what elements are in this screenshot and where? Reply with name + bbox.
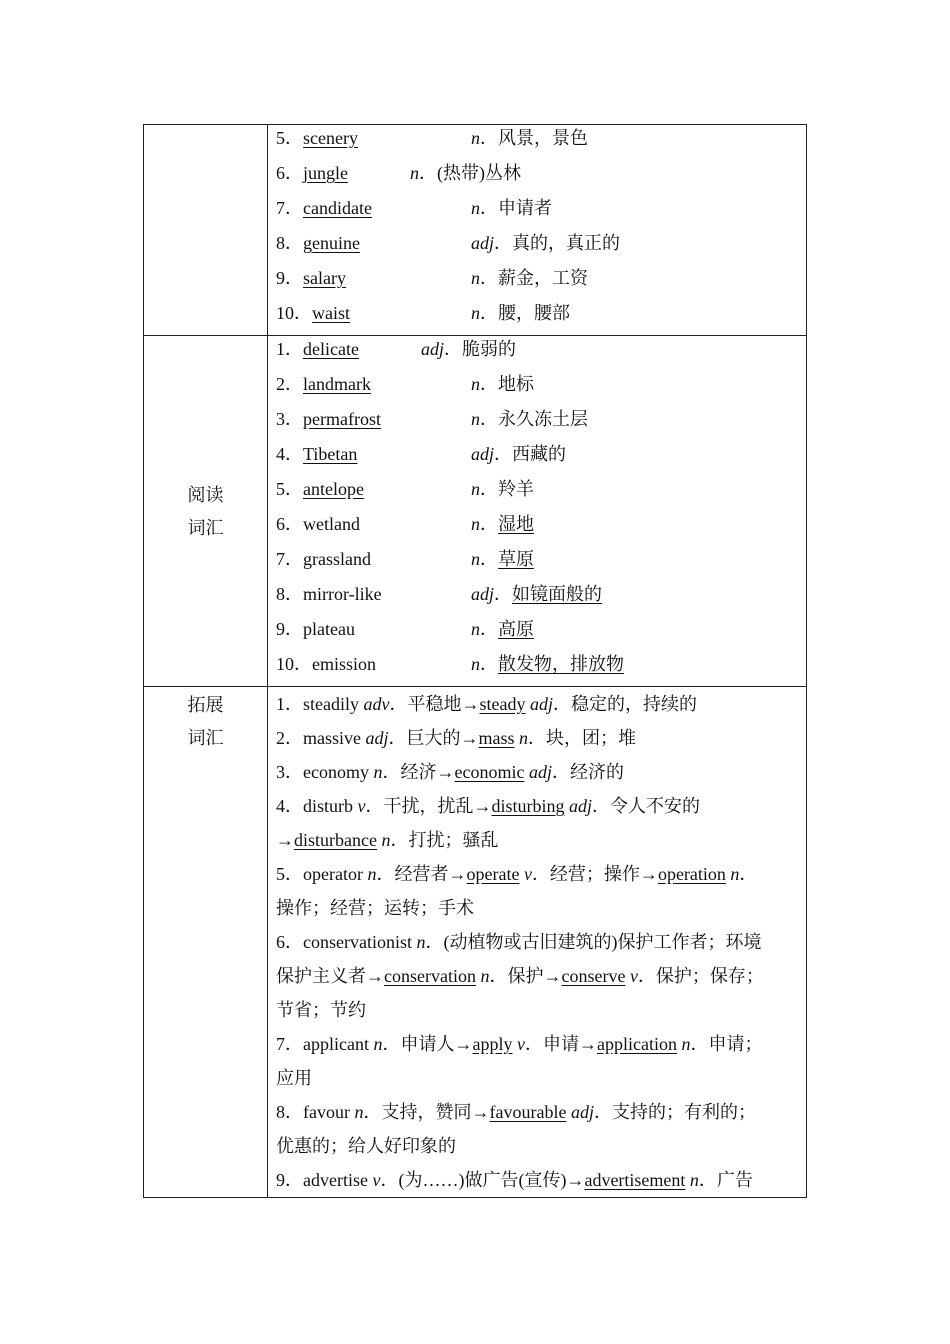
part-of-speech: n	[471, 409, 480, 429]
item-number: 10．	[276, 303, 312, 323]
extension-item-continued: →disturbance n．打扰；骚乱	[276, 830, 499, 850]
part-of-speech: n	[471, 654, 480, 674]
extension-item: 3．economy n．经济→economic adj．经济的	[276, 762, 624, 782]
part-of-speech: adj	[421, 339, 445, 359]
extension-item-continued: 节省；节约	[276, 1000, 366, 1020]
part-of-speech: n	[410, 163, 419, 183]
extension-item-continued: 操作；经营；运转；手术	[276, 898, 474, 918]
category-cell-reading	[144, 336, 268, 687]
extension-item: 7．applicant n．申请人→apply v．申请→application n．申请；	[276, 1034, 763, 1054]
part-of-speech: n	[471, 549, 480, 569]
item-definition: (热带)丛林	[437, 163, 521, 183]
item-number: 7．	[276, 549, 303, 569]
word-list-cell	[268, 125, 807, 336]
list-item: 2．landmark n．地标	[276, 374, 534, 394]
item-number: 6．	[276, 514, 303, 534]
list-item: 4．Tibetan adj．西藏的	[276, 444, 567, 464]
list-item: 9．salary n．薪金，工资	[276, 268, 588, 288]
list-item: 6．wetland n．湿地	[276, 514, 534, 534]
part-of-speech: n	[471, 198, 480, 218]
extension-item-continued: 优惠的；给人好印象的	[276, 1136, 456, 1156]
item-number: 5．	[276, 128, 303, 148]
list-item: 5．antelope n．羚羊	[276, 479, 534, 499]
part-of-speech: n	[471, 303, 480, 323]
item-word: salary	[303, 268, 346, 288]
item-number: 8．	[276, 584, 303, 604]
item-word: Tibetan	[303, 444, 358, 464]
item-definition: 西藏的	[512, 444, 567, 464]
category-cell-empty	[144, 125, 268, 336]
item-definition: 高原	[498, 619, 534, 639]
extension-item: 8．favour n．支持，赞同→favourable adj．支持的；有利的；	[276, 1102, 756, 1122]
list-item: 6．jungle n．(热带)丛林	[276, 163, 521, 183]
item-definition: 羚羊	[498, 479, 534, 499]
item-definition: 腰，腰部	[498, 303, 570, 323]
extension-item: 1．steadily adv．平稳地→steady adj．稳定的，持续的	[276, 694, 697, 714]
list-item: 1．delicate adj．脆弱的	[276, 339, 517, 359]
vocabulary-table	[143, 124, 807, 1198]
list-item: 7．candidate n．申请者	[276, 198, 552, 218]
item-number: 2．	[276, 374, 303, 394]
item-definition: 散发物，排放物	[498, 654, 624, 674]
category-label: 词汇	[187, 518, 224, 538]
item-word: genuine	[303, 233, 360, 253]
part-of-speech: n	[471, 128, 480, 148]
item-definition: 永久冻土层	[498, 409, 588, 429]
item-definition: 地标	[498, 374, 534, 394]
part-of-speech: n	[471, 268, 480, 288]
extension-cell	[268, 687, 807, 1198]
category-label: 阅读	[187, 485, 224, 505]
part-of-speech: n	[471, 619, 480, 639]
item-number: 8．	[276, 233, 303, 253]
item-definition: 如镜面般的	[512, 584, 603, 604]
part-of-speech: adj	[471, 584, 495, 604]
list-item: 3．permafrost n．永久冻土层	[276, 409, 588, 429]
item-number: 10．	[276, 654, 312, 674]
item-number: 4．	[276, 444, 303, 464]
list-item: 8．genuine adj．真的，真正的	[276, 233, 621, 253]
item-word: mirror-like	[303, 584, 382, 604]
list-item: 9．plateau n．高原	[276, 619, 534, 639]
table-row	[144, 125, 807, 336]
category-cell-extended	[144, 687, 268, 1198]
extension-item: 4．disturb v．干扰，扰乱→disturbing adj．令人不安的	[276, 796, 701, 816]
item-number: 1．	[276, 339, 303, 359]
word-list-cell	[268, 336, 807, 687]
item-word: plateau	[303, 619, 355, 639]
item-word: candidate	[303, 198, 372, 218]
extension-item-continued: 保护主义者→conservation n．保护→conserve v．保护；保存；	[276, 966, 764, 986]
extension-item: 2．massive adj．巨大的→mass n．块，团；堆	[276, 728, 637, 748]
item-definition: 湿地	[498, 514, 534, 534]
item-word: permafrost	[303, 409, 381, 429]
item-word: grassland	[303, 549, 371, 569]
item-definition: 风景，景色	[498, 128, 588, 148]
list-item: 10．waist n．腰，腰部	[276, 303, 570, 323]
part-of-speech: n	[471, 514, 480, 534]
part-of-speech: n	[471, 479, 480, 499]
extension-item: 9．advertise v．(为……)做广告(宣传)→advertisement n．广告	[276, 1170, 753, 1190]
item-word: emission	[312, 654, 377, 674]
item-word: landmark	[303, 374, 371, 394]
category-label: 拓展	[187, 695, 224, 715]
item-word: antelope	[303, 479, 364, 499]
item-definition: 真的，真正的	[512, 233, 621, 253]
category-label: 词汇	[187, 728, 224, 748]
table-row	[144, 336, 807, 687]
item-definition: 薪金，工资	[498, 268, 588, 288]
item-number: 7．	[276, 198, 303, 218]
extension-item: 6．conservationist n．(动植物或古旧建筑的)保护工作者；环境	[276, 932, 762, 952]
extension-item-continued: 应用	[276, 1068, 312, 1088]
list-item: 8．mirror-like adj．如镜面般的	[276, 584, 603, 604]
item-word: jungle	[303, 163, 348, 183]
item-number: 9．	[276, 619, 303, 639]
part-of-speech: adj	[471, 233, 495, 253]
item-word: waist	[312, 303, 350, 323]
item-word: delicate	[303, 339, 359, 359]
part-of-speech: n	[471, 374, 480, 394]
list-item: 5．scenery n．风景，景色	[276, 128, 588, 148]
item-number: 5．	[276, 479, 303, 499]
extension-item: 5．operator n．经营者→operate v．经营；操作→operation n．	[276, 864, 758, 884]
item-word: wetland	[303, 514, 360, 534]
table-row	[144, 687, 807, 1198]
item-number: 9．	[276, 268, 303, 288]
item-definition: 申请者	[498, 198, 552, 218]
list-item: 10．emission n．散发物，排放物	[276, 654, 624, 674]
list-item: 7．grassland n．草原	[276, 549, 534, 569]
part-of-speech: adj	[471, 444, 495, 464]
item-definition: 脆弱的	[462, 339, 517, 359]
item-word: scenery	[303, 128, 358, 148]
item-number: 3．	[276, 409, 303, 429]
item-number: 6．	[276, 163, 303, 183]
item-definition: 草原	[498, 549, 534, 569]
